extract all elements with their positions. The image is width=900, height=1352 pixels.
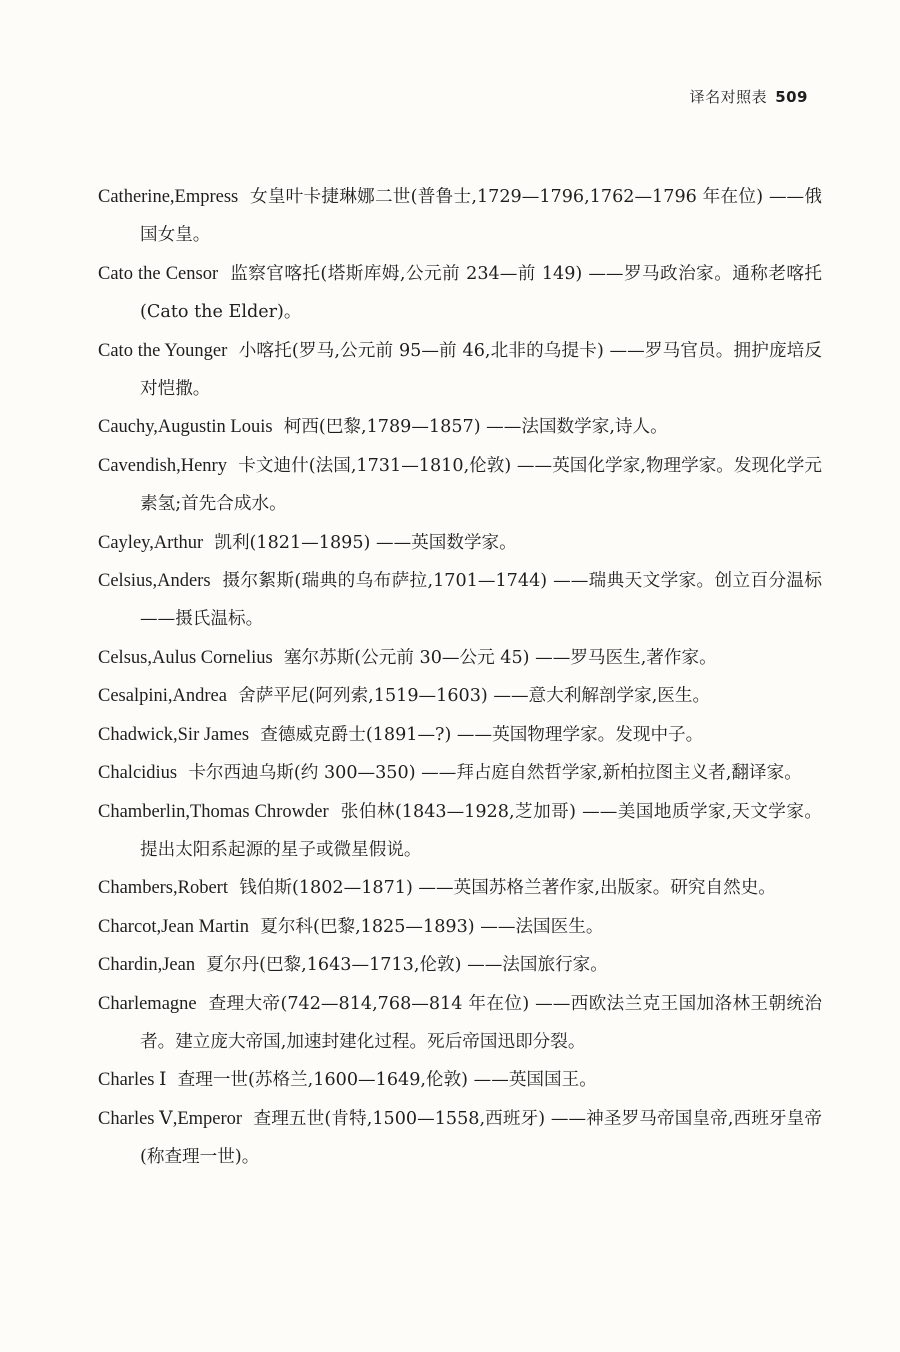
glossary-entries [98,178,822,1177]
entry-text: 柯西(巴黎,1789—1857) ——法国数学家,诗人。 [283,417,668,438]
entry-text: 凯利(1821—1895) ——英国数学家。 [214,532,517,553]
glossary-entry [98,447,822,524]
entry-term: Cauchy,Augustin Louis [98,417,273,438]
entry-term: Charlemagne [98,993,197,1014]
page-number: 509 [775,88,808,106]
entry-term: Charles Ⅴ,Emperor [98,1108,243,1129]
glossary-entry [98,754,822,792]
glossary-entry [98,178,822,255]
entry-text: 查理大帝(742—814,768—814 年在位) ——西欧法兰克王国加洛林王朝统治者。建立庞大帝国,加速封建化过程。死后帝国迅即分裂。 [140,993,822,1052]
entry-text: 摄尔絮斯(瑞典的乌布萨拉,1701—1744) ——瑞典天文学家。创立百分温标——摄氏温标。 [140,571,823,630]
entry-term: Chamberlin,Thomas Chrowder [98,801,329,822]
entry-text: 查理一世(苏格兰,1600—1649,伦敦) ——英国国王。 [177,1070,597,1091]
entry-text: 卡尔西迪乌斯(约 300—350) ——拜占庭自然哲学家,新柏拉图主义者,翻译家。 [188,763,802,784]
entry-text: 塞尔苏斯(公元前 30—公元 45) ——罗马医生,著作家。 [283,647,717,668]
entry-text: 查德威克爵士(1891—?) ——英国物理学家。发现中子。 [260,724,704,745]
glossary-entry [98,1061,822,1099]
entry-text: 监察官喀托(塔斯库姆,公元前 234—前 149) ——罗马政治家。通称老喀托(Cato the Elder)。 [140,263,823,323]
entry-term: Cesalpini,Andrea [98,686,227,707]
header-title: 译名对照表 [689,88,768,106]
entry-term: Cayley,Arthur [98,532,204,553]
entry-text: 舍萨平尼(阿列索,1519—1603) ——意大利解剖学家,医生。 [238,686,711,707]
glossary-entry [98,677,822,715]
entry-term: Chalcidius [98,763,178,784]
entry-term: Celsius,Anders [98,571,211,592]
glossary-entry [98,524,822,562]
entry-term: Celsus,Aulus Cornelius [98,647,273,668]
entry-term: Chambers,Robert [98,878,228,899]
entry-text: 卡文迪什(法国,1731—1810,伦敦) ——英国化学家,物理学家。发现化学元素氢;首先合成水。 [140,455,823,515]
running-header [690,86,808,107]
glossary-entry [98,639,822,677]
glossary-entry [98,408,822,446]
glossary-entry [98,869,822,907]
entry-term: Cato the Younger [98,340,228,361]
entry-text: 夏尔丹(巴黎,1643—1713,伦敦) ——法国旅行家。 [206,955,608,976]
entry-term: Charles Ⅰ [98,1070,167,1091]
entry-term: Chardin,Jean [98,955,196,976]
entry-text: 钱伯斯(1802—1871) ——英国苏格兰著作家,出版家。研究自然史。 [239,878,776,899]
glossary-entry [98,946,822,984]
entry-text: 张伯林(1843—1928,芝加哥) ——美国地质学家,天文学家。提出太阳系起源的星子或微星假说。 [140,801,822,860]
entry-term: Charcot,Jean Martin [98,916,250,937]
glossary-entry [98,716,822,754]
glossary-entry [98,562,822,639]
glossary-entry [98,1100,822,1177]
entry-text: 夏尔科(巴黎,1825—1893) ——法国医生。 [260,916,604,937]
glossary-entry [98,255,822,332]
entry-text: 查理五世(肯特,1500—1558,西班牙) ——神圣罗马帝国皇帝,西班牙皇帝(称查理一世)。 [140,1108,822,1168]
glossary-entry [98,908,822,946]
entry-term: Cavendish,Henry [98,455,227,476]
entry-text: 女皇叶卡捷琳娜二世(普鲁士,1729—1796,1762—1796 年在位) ——俄国女皇。 [140,187,823,246]
glossary-entry [98,985,822,1062]
glossary-entry [98,332,822,409]
entry-term: Catherine,Empress [98,187,239,207]
entry-text: 小喀托(罗马,公元前 95—前 46,北非的乌提卡) ——罗马官员。拥护庞培反对恺撒。 [140,340,822,400]
entry-term: Cato the Censor [98,263,219,284]
entry-term: Chadwick,Sir James [98,724,250,745]
glossary-entry [98,793,822,870]
